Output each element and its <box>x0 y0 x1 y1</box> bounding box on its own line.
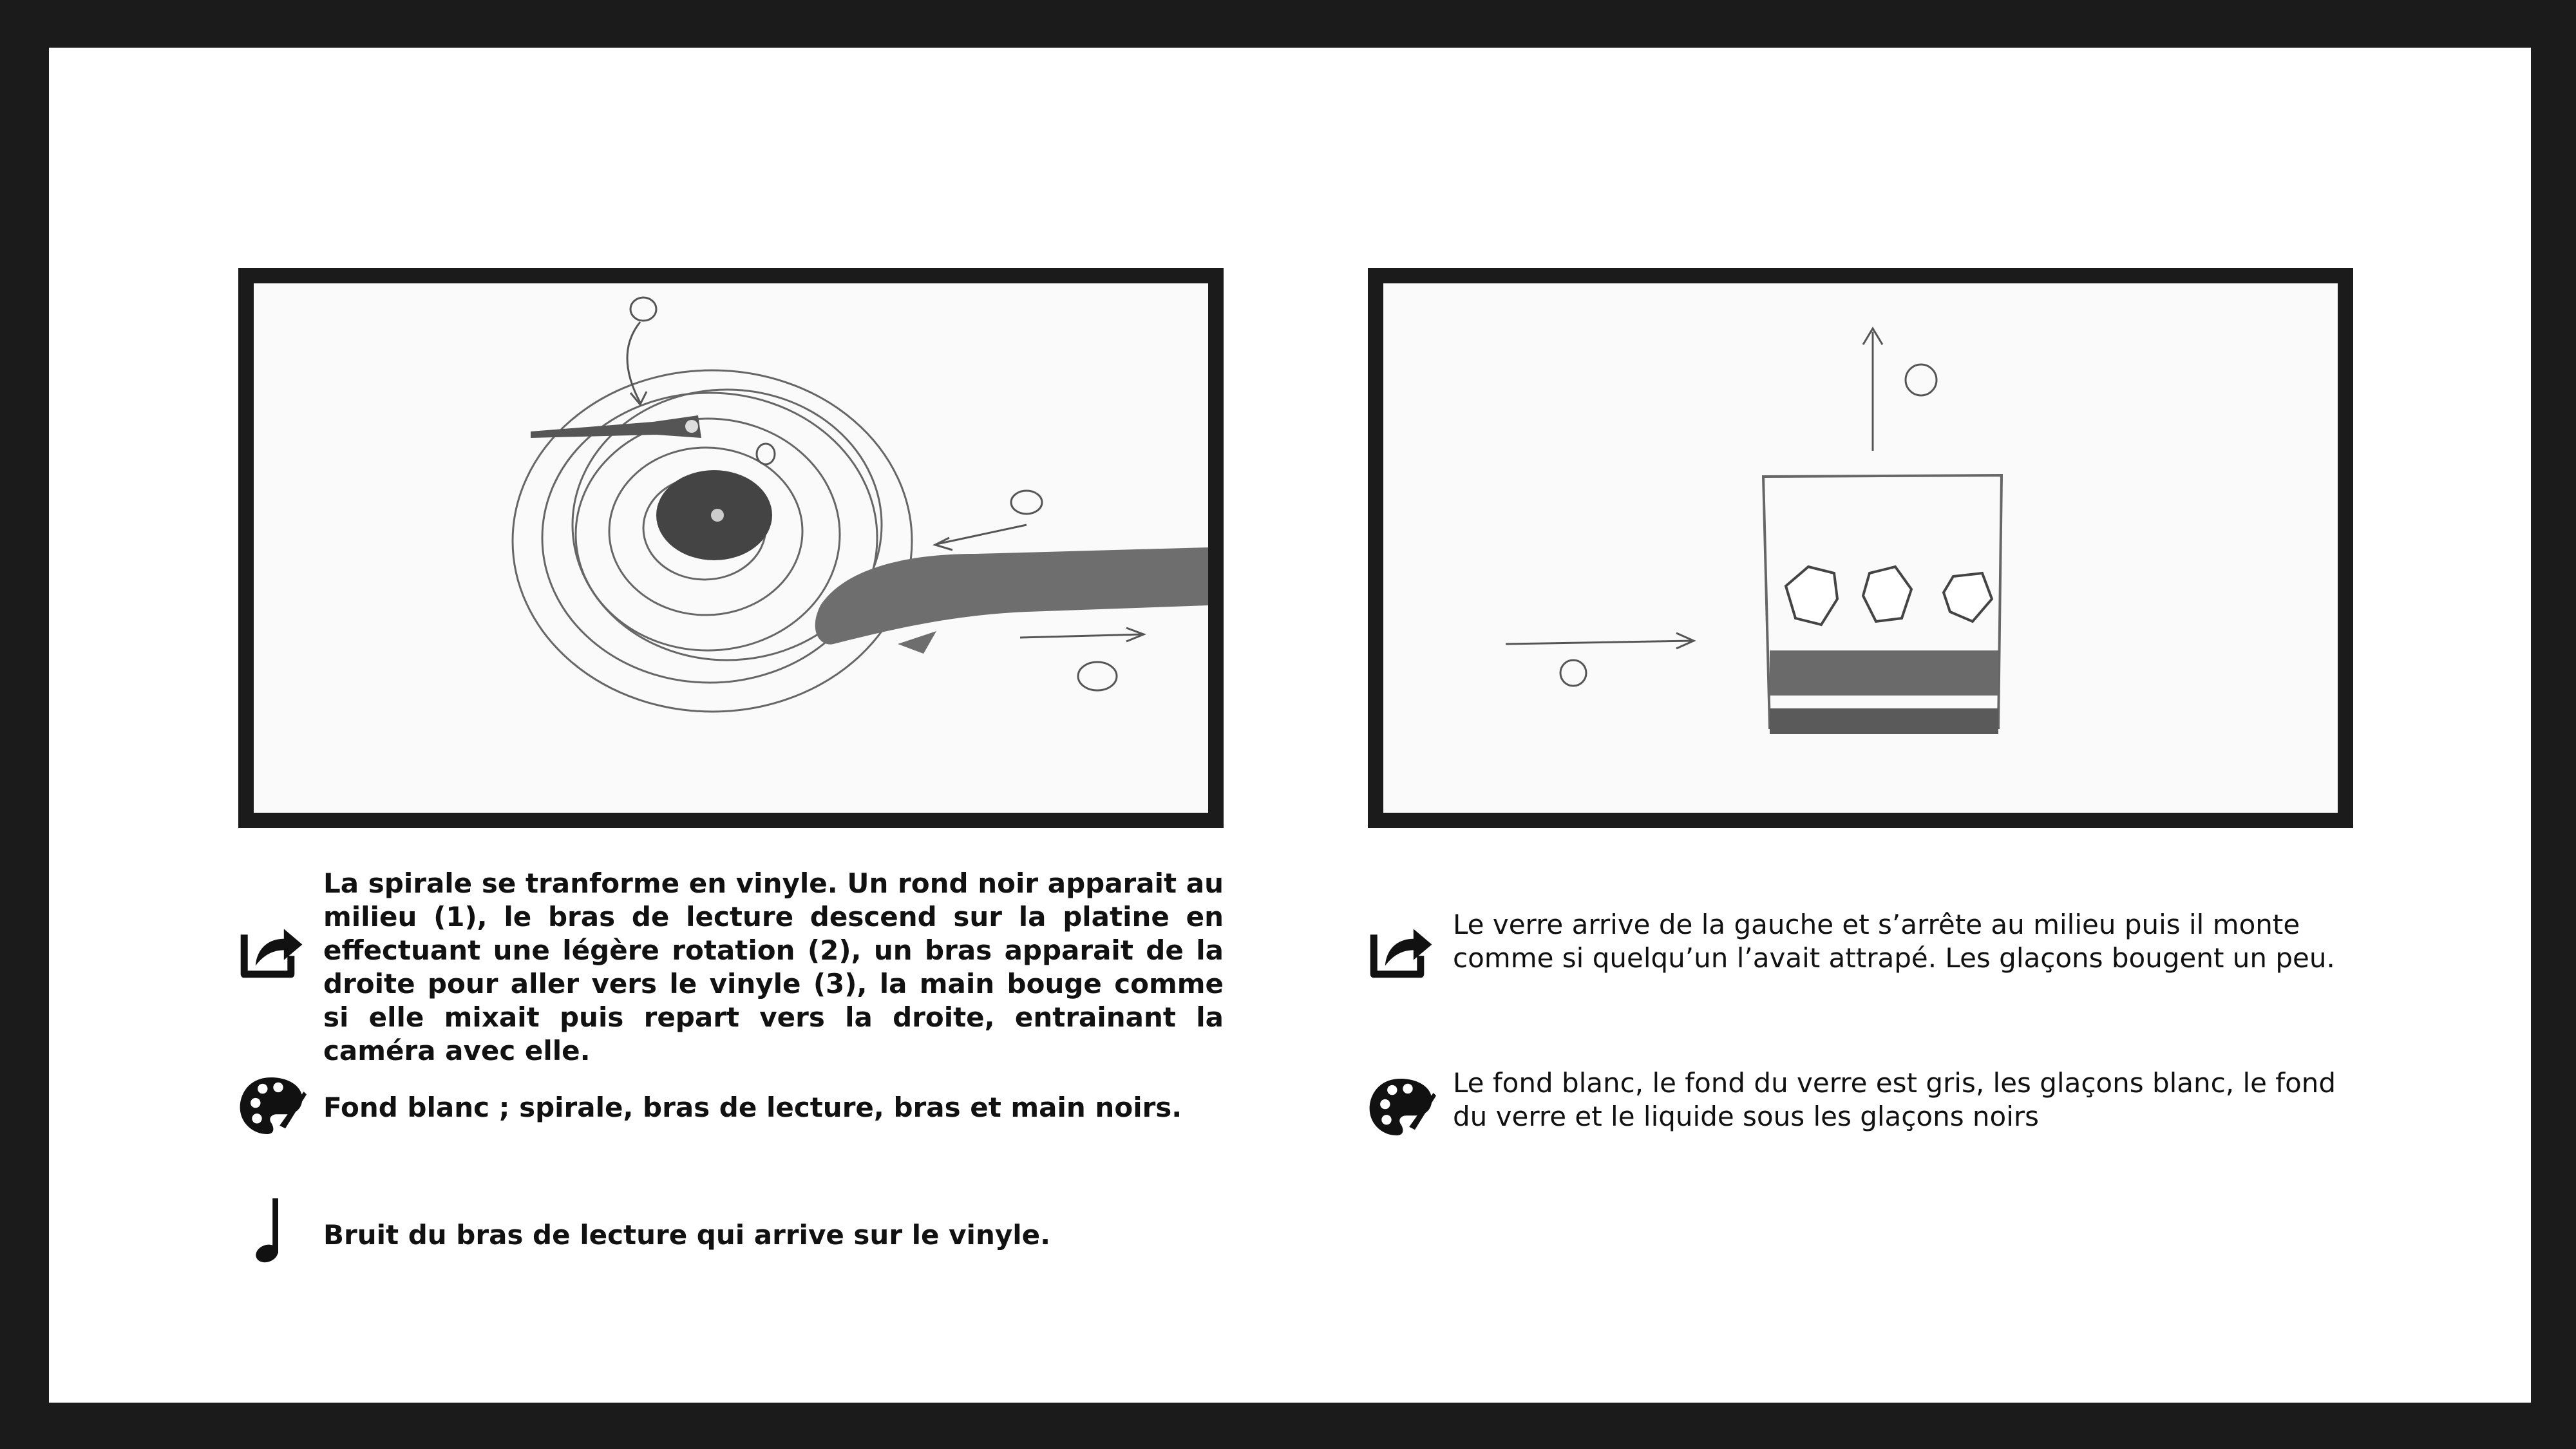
palette-icon <box>236 1070 307 1141</box>
sketch-frame-vinyl <box>238 268 1224 828</box>
palette-icon <box>1365 1072 1436 1142</box>
panel-2-description: Le verre arrive de la gauche et s’arrête au milieu puis il monte comme si quelqu’un l’avait attrapé. Les glaçons bougent un peu. <box>1453 909 2335 974</box>
panel-1-sound: Bruit du bras de lecture qui arrive sur le vinyle. <box>323 1219 1051 1251</box>
share-arrow-icon <box>236 912 307 983</box>
music-note-icon <box>236 1194 307 1265</box>
vinyl-sketch <box>254 283 1208 813</box>
panel-1-description: La spirale se tranforme en vinyle. Un rond noir apparait au milieu (1), le bras de lecture descend sur la platine en effectuant une légère rotation (2), un bras apparait de la droite pour aller vers le vinyle (3), la main bouge comme si elle mixait puis repart vers la droite, entrainant la caméra avec elle. <box>323 867 1224 1066</box>
panel-2-colors: Le fond blanc, le fond du verre est gris, les glaçons blanc, le fond du verre et le liquide sous les glaçons noirs <box>1453 1067 2336 1132</box>
share-arrow-icon <box>1365 912 1436 983</box>
panel-1-colors: Fond blanc ; spirale, bras de lecture, bras et main noirs. <box>323 1092 1182 1123</box>
glass-sketch <box>1383 283 2338 813</box>
storyboard-page <box>49 48 2531 1403</box>
sketch-frame-glass <box>1368 268 2353 828</box>
